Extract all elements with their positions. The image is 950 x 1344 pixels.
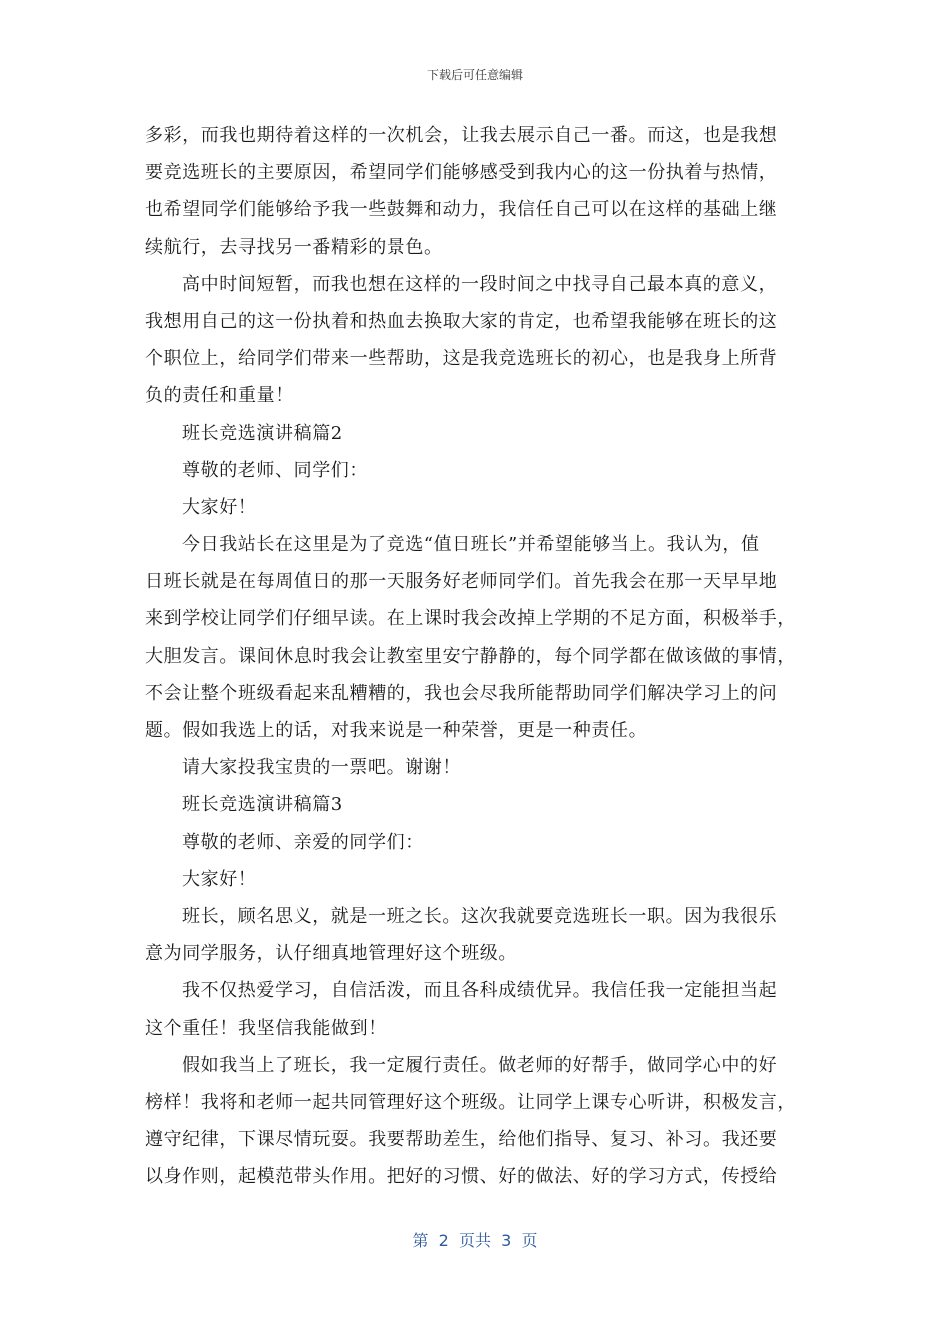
text-line: 尊敬的老师、亲爱的同学们： [182,831,424,853]
text-line: 来到学校让同学们仔细早读。在上课时我会改掉上学期的不足方面，积极举手， [145,608,796,630]
text-line: 个职位上，给同学们带来一些帮助，这是我竞选班长的初心，也是我身上所背 [145,348,778,370]
text-line: 题。假如我选上的话，对我来说是一种荣誉，更是一种责任。 [145,720,648,741]
text-line: 多彩，而我也期待着这样的一次机会，让我去展示自己一番。而这，也是我想 [145,125,778,146]
text-line: 我不仅热爱学习，自信活泼，而且各科成绩优异。我信任我一定能担当起 [182,980,778,1002]
text-line: 今日我站长在这里是为了竞选“值日班长”并希望能够当上。我认为，值 [182,534,760,556]
text-line: 以身作则，起模范带头作用。把好的习惯、好的做法、好的学习方式，传授给 [145,1166,778,1188]
text-line: 意为同学服务，认仔细真地管理好这个班级。 [145,943,517,965]
text-line: 大家好！ [182,496,257,518]
text-line: 大家好！ [182,868,257,890]
page-footer: 第 2 页共 3 页 [412,1231,538,1250]
text-line: 续航行，去寻找另一番精彩的景色。 [145,236,443,258]
text-line: 要竞选班长的主要原因，希望同学们能够感受到我内心的这一份执着与热情， [145,162,778,184]
text-line: 负的责任和重量！ [145,385,294,407]
text-line: 尊敬的老师、同学们： [182,459,368,481]
text-line: 高中时间短暂，而我也想在这样的一段时间之中找寻自己最本真的意义， [182,273,778,295]
document-body [145,117,805,1195]
text-line: 日班长就是在每周值日的那一天服务好老师同学们。首先我会在那一天早早地 [145,571,778,593]
page-header: 下载后可任意编辑 [426,68,523,82]
text-line: 也希望同学们能够给予我一些鼓舞和动力，我信任自己可以在这样的基础上继 [145,199,778,221]
text-line: 请大家投我宝贵的一票吧。谢谢！ [182,757,461,779]
text-line: 假如我当上了班长，我一定履行责任。做老师的好帮手，做同学心中的好 [182,1054,778,1076]
text-line: 这个重任！我坚信我能做到！ [145,1017,387,1039]
text-line: 班长竞选演讲稿篇3 [182,794,343,816]
text-line: 我想用自己的这一份执着和热血去换取大家的肯定，也希望我能够在班长的这 [145,310,778,332]
text-line: 班长，顾名思义，就是一班之长。这次我就要竞选班长一职。因为我很乐 [182,905,778,927]
text-line: 遵守纪律，下课尽情玩耍。我要帮助差生，给他们指导、复习、补习。我还要 [145,1129,778,1151]
text-line: 不会让整个班级看起来乱糟糟的，我也会尽我所能帮助同学们解决学习上的问 [145,682,778,704]
text-line: 榜样！我将和老师一起共同管理好这个班级。让同学上课专心听讲，积极发言， [145,1091,796,1113]
text-line: 班长竞选演讲稿篇2 [182,422,343,444]
text-line: 大胆发言。课间休息时我会让教室里安宁静静的，每个同学都在做该做的事情， [145,645,796,667]
